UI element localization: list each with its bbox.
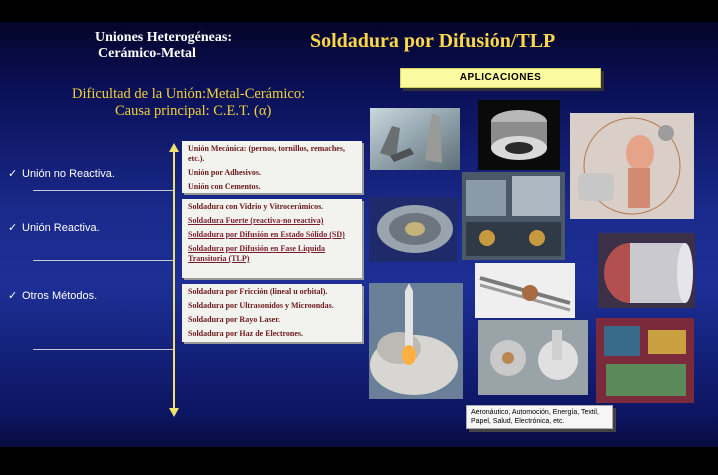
subtitle-line2: Causa principal: C.E.T. (α) [115, 103, 272, 119]
box-item: Soldadura por Rayo Laser. [188, 315, 281, 324]
arrow-down-icon [169, 408, 179, 417]
box-item: Soldadura por Haz de Electrones. [188, 329, 304, 338]
box-item: Unión por Adhesivos. [188, 168, 261, 177]
box-no-reactiva [182, 141, 362, 193]
method-label: Unión no Reactiva. [22, 168, 115, 180]
medical-implant-photo [570, 113, 694, 219]
turbine-blades-photo [370, 108, 460, 170]
box-item-link[interactable]: Soldadura Fuerte (reactiva-no reactiva) [188, 216, 324, 225]
box-item: Soldadura por Ultrasonidos y Microondas. [188, 301, 334, 310]
jet-engine-photo [369, 197, 457, 262]
box-item: Unión Mecánica: (pernos, tornillos, remaches, etc.). [188, 144, 345, 163]
check-icon: ✓ [8, 222, 18, 234]
divider [33, 349, 173, 350]
ceramic-tube-photo [475, 263, 575, 318]
rocket-launch-photo [369, 283, 463, 399]
subtitle-line1: Dificultad de la Unión:Metal-Cerámico: [72, 86, 306, 102]
box-item-link[interactable]: Soldadura por Difusión en Estado Sólido (SD) [188, 230, 345, 239]
method-no-reactiva [8, 167, 115, 180]
box-reactiva [182, 199, 362, 278]
header-left-line2: Cerámico-Metal [98, 46, 196, 61]
box-otros [182, 284, 362, 342]
method-reactiva [8, 221, 100, 234]
method-otros [8, 289, 97, 302]
main-title: Soldadura por Difusión/TLP [310, 30, 556, 52]
divider [33, 190, 173, 191]
bottom-bar [0, 447, 718, 475]
top-bar [0, 0, 718, 22]
box-item: Soldadura con Vidrio y Vitrocerámicos. [188, 202, 324, 211]
applications-caption: Aeronáutico, Automoción, Energía, Textil, Papel, Salud, Electrónica, etc. [466, 405, 613, 429]
header-left-line1: Uniones Heterogéneas: [95, 30, 232, 45]
box-item-link[interactable]: Soldadura por Difusión en Fase Liquida Transitoria (TLP) [188, 244, 326, 263]
vertical-axis [173, 150, 175, 408]
applications-label: APLICACIONES [400, 68, 601, 88]
box-item: Unión con Cementos. [188, 182, 261, 191]
divider [33, 260, 173, 261]
electronic-components-photo [478, 320, 588, 395]
arrow-up-icon [169, 143, 179, 152]
method-label: Unión Reactiva. [22, 222, 100, 234]
metal-rolls-photo [598, 233, 695, 308]
box-item: Soldadura por Fricción (lineal u orbital). [188, 287, 328, 296]
method-label: Otros Métodos. [22, 290, 98, 302]
check-icon: ✓ [8, 168, 18, 180]
industrial-machines-photo [462, 172, 565, 260]
circuit-board-photo [596, 318, 694, 403]
ceramic-rings-photo [478, 100, 560, 170]
check-icon: ✓ [8, 290, 18, 302]
